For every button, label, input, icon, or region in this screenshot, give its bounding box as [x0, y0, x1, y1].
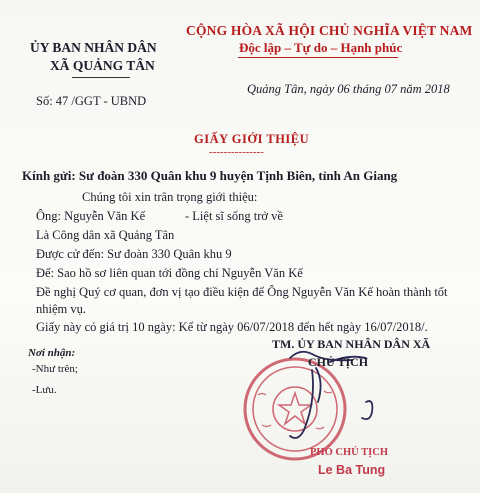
person-name: Ông: Nguyễn Văn Kế [36, 209, 146, 223]
document-title: GIẤY GIỚI THIỆU [194, 132, 310, 146]
signature-title: CHỦ TỊCH [308, 355, 369, 369]
recipient-line: Kính gửi: Sư đoàn 330 Quân khu 9 huyện Tịnh Biên, tỉnh An Giang [22, 168, 398, 183]
national-motto: Độc lập – Tự do – Hạnh phúc [239, 40, 403, 55]
validity-line: Giấy này có giá trị 10 ngày: Kể từ ngày 06/07/2018 đến hết ngày 16/07/2018/. [36, 320, 428, 334]
purpose-line: Để: Sao hồ sơ liên quan tới đồng chí Nguyễn Văn Kế [36, 266, 303, 280]
motto-underline [238, 57, 398, 58]
title-divider: --------------- [209, 146, 264, 158]
signer-position: PHÓ CHỦ TỊCH [310, 447, 388, 458]
signature-authority: TM. ỦY BAN NHÂN DÂN XÃ [272, 337, 431, 351]
recipients-label: Nơi nhận: [28, 347, 76, 359]
request-line-2: nhiệm vụ. [36, 302, 86, 316]
request-line-1: Đề nghị Quý cơ quan, đơn vị tạo điều kiện để Ông Nguyễn Văn Kế hoàn thành tốt [36, 285, 448, 299]
person-status: - Liệt sĩ sống trở về [185, 209, 283, 223]
recipients-item: -Lưu. [32, 384, 57, 396]
place-and-date: Quảng Tân, ngày 06 tháng 07 năm 2018 [247, 82, 450, 96]
signer-name: Le Ba Tung [318, 463, 386, 477]
issuing-org-line1: ỦY BAN NHÂN DÂN [30, 40, 157, 55]
intro-line: Chúng tôi xin trân trọng giới thiệu: [82, 190, 258, 204]
recipients-item: -Như trên; [32, 363, 78, 375]
national-title: CỘNG HÒA XÃ HỘI CHỦ NGHĨA VIỆT NAM [186, 23, 473, 38]
citizen-line: Là Công dân xã Quảng Tân [36, 228, 175, 242]
org-underline [72, 77, 130, 78]
sent-to-line: Được cử đến: Sư đoàn 330 Quân khu 9 [36, 247, 232, 261]
document-number: Số: 47 /GGT - UBND [36, 94, 147, 108]
issuing-org-line2: XÃ QUẢNG TÂN [50, 58, 155, 73]
